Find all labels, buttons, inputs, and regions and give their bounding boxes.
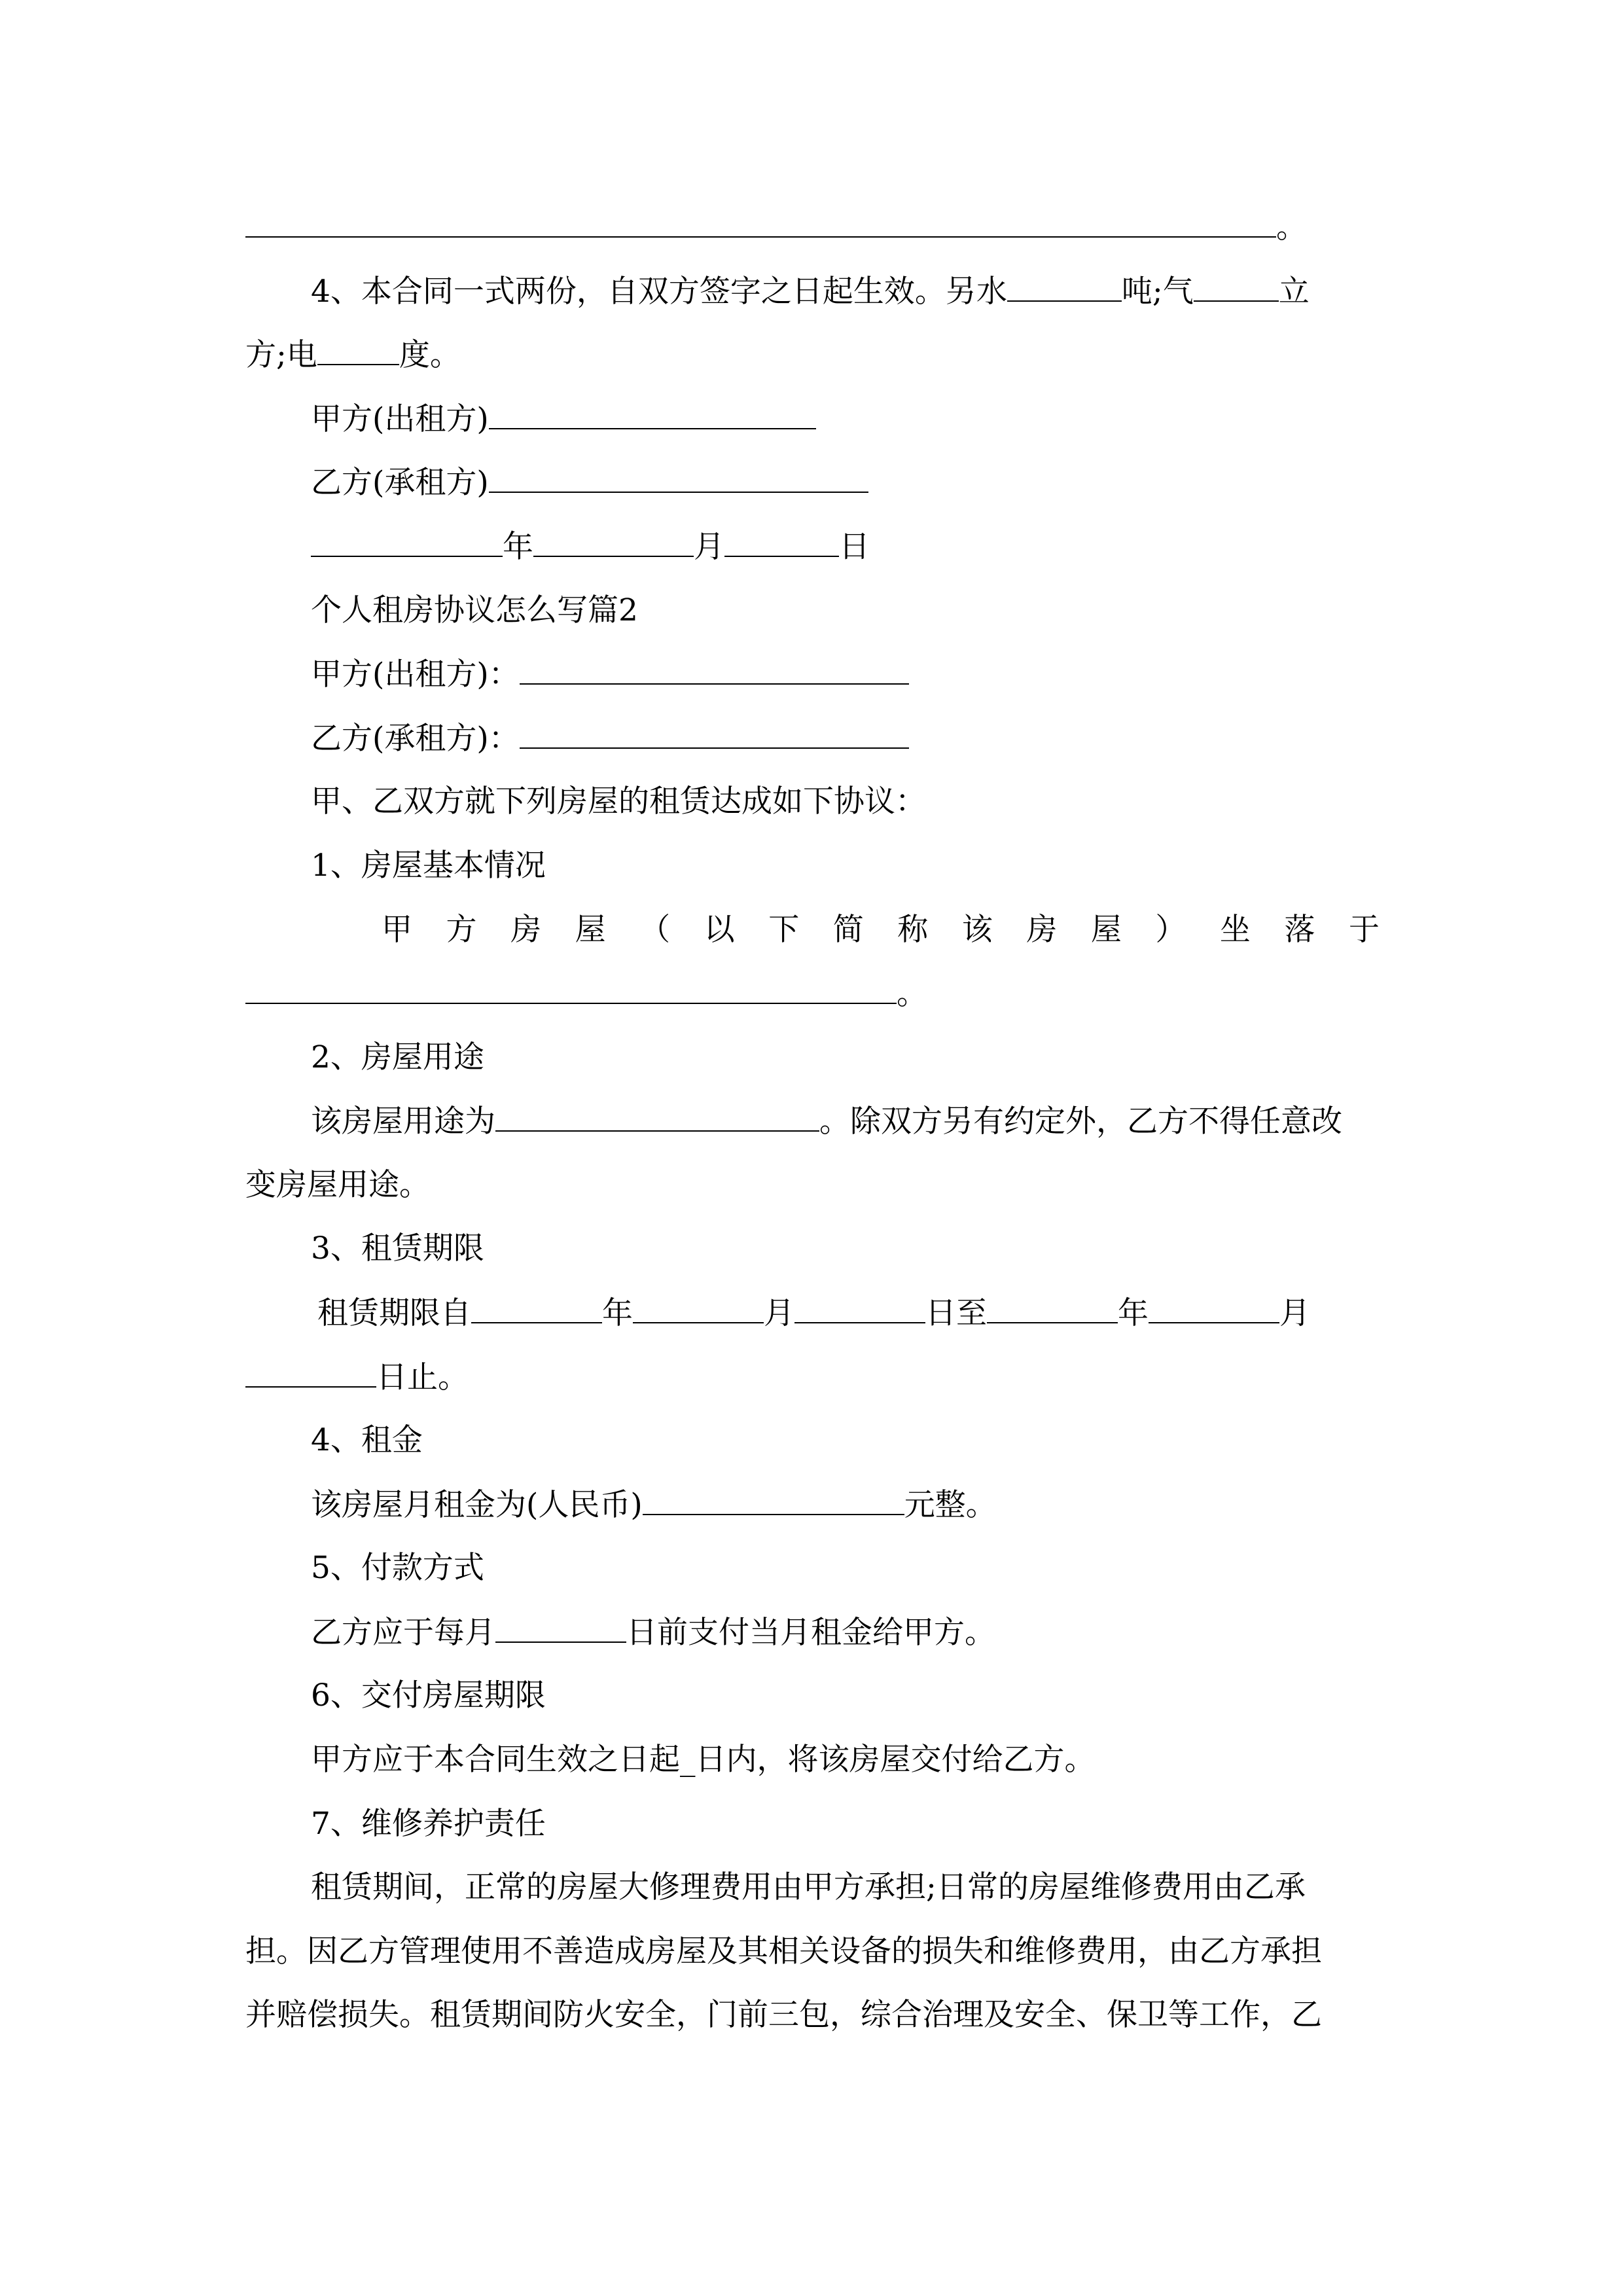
spread-char: 简	[832, 912, 864, 948]
party-a-blank-2	[520, 655, 909, 685]
day-blank	[724, 527, 839, 557]
end-day-blank	[245, 1357, 376, 1388]
blank-line-row: 。	[245, 207, 1307, 247]
maintenance-paragraph-line-3: 并赔偿损失。租赁期间防火安全，门前三包，综合治理及安全、保卫等工作，乙	[245, 1997, 1322, 2033]
usage-blank	[495, 1102, 819, 1132]
spread-char: 坐	[1219, 912, 1251, 948]
lease-term-line-cont: 日止。	[245, 1357, 469, 1397]
spread-char: 屋	[575, 912, 606, 948]
spread-char: 落	[1284, 912, 1315, 948]
clause-5-heading: 5、付款方式	[311, 1550, 484, 1586]
spread-char: 甲	[382, 912, 412, 948]
usage-line-cont: 变房屋用途。	[245, 1167, 430, 1203]
spread-char: 下	[768, 912, 800, 948]
spread-char: 称	[897, 912, 929, 948]
clause-4-line: 4、本合同一式两份，自双方签字之日起生效。另水 吨;气 立	[311, 272, 1310, 312]
clause-4-heading: 4、租金	[311, 1422, 423, 1458]
location-blank	[245, 974, 897, 1004]
start-month-blank	[633, 1293, 764, 1323]
party-a-blank	[489, 399, 816, 429]
year-blank	[311, 527, 503, 557]
payment-day-blank	[495, 1613, 626, 1643]
maintenance-paragraph-line-2: 担。因乙方管理使用不善造成房屋及其相关设备的损失和维修费用，由乙方承担	[245, 1933, 1322, 1969]
party-b-line: 乙方(承租方)：	[311, 719, 909, 759]
clause-6-heading: 6、交付房屋期限	[311, 1677, 546, 1713]
house-location-blank-line: 。	[245, 974, 927, 1014]
electric-blank	[317, 335, 399, 365]
clause-2-heading: 2、房屋用途	[311, 1039, 484, 1075]
month-blank	[533, 527, 694, 557]
start-year-blank	[471, 1293, 602, 1323]
spread-char: 以	[704, 912, 735, 948]
party-a-line: 甲方(出租方)：	[311, 655, 909, 694]
end-month-blank	[1149, 1293, 1279, 1323]
fill-blank	[245, 207, 1276, 238]
usage-line: 该房屋用途为 。除双方另有约定外，乙方不得任意改	[311, 1102, 1342, 1141]
spread-char: 房	[1026, 912, 1058, 948]
clause-3-heading: 3、租赁期限	[311, 1230, 484, 1266]
rent-blank	[643, 1485, 904, 1515]
spread-char: 该	[961, 912, 993, 948]
party-a-signature-line: 甲方(出租方)	[311, 399, 816, 439]
payment-line: 乙方应于每月 日前支付当月租金给甲方。	[311, 1613, 995, 1653]
rent-line: 该房屋月租金为(人民币) 元整。	[311, 1485, 997, 1525]
end-year-blank	[987, 1293, 1118, 1323]
start-day-blank	[794, 1293, 925, 1323]
spread-char: 方	[446, 912, 477, 948]
water-blank	[1007, 272, 1122, 302]
spread-char: （	[639, 912, 671, 948]
lease-term-line: 租赁期限自 年 月 日至 年 月	[317, 1293, 1310, 1333]
clause-1-heading: 1、房屋基本情况	[311, 848, 546, 884]
date-line: 年 月 日	[311, 527, 870, 567]
spread-char: 于	[1348, 912, 1380, 948]
agreement-intro: 甲、乙双方就下列房屋的租赁达成如下协议：	[311, 783, 926, 819]
house-location-line	[382, 910, 1380, 950]
party-b-blank-2	[520, 719, 909, 749]
maintenance-paragraph-line-1: 租赁期间，正常的房屋大修理费用由甲方承担;日常的房屋维修费用由乙承	[311, 1869, 1306, 1905]
delivery-line: 甲方应于本合同生效之日起_日内，将该房屋交付给乙方。	[311, 1742, 1096, 1778]
section-title: 个人租房协议怎么写篇2	[311, 592, 638, 628]
spread-char: ）	[1155, 912, 1186, 948]
party-b-signature-line: 乙方(承租方)	[311, 463, 868, 503]
clause-4-line-cont: 方;电 度。	[245, 335, 461, 375]
spread-char: 屋	[1090, 912, 1122, 948]
spread-char: 房	[510, 912, 542, 948]
party-b-blank	[489, 463, 868, 493]
clause-7-heading: 7、维修养护责任	[311, 1806, 546, 1842]
gas-blank	[1194, 272, 1279, 302]
